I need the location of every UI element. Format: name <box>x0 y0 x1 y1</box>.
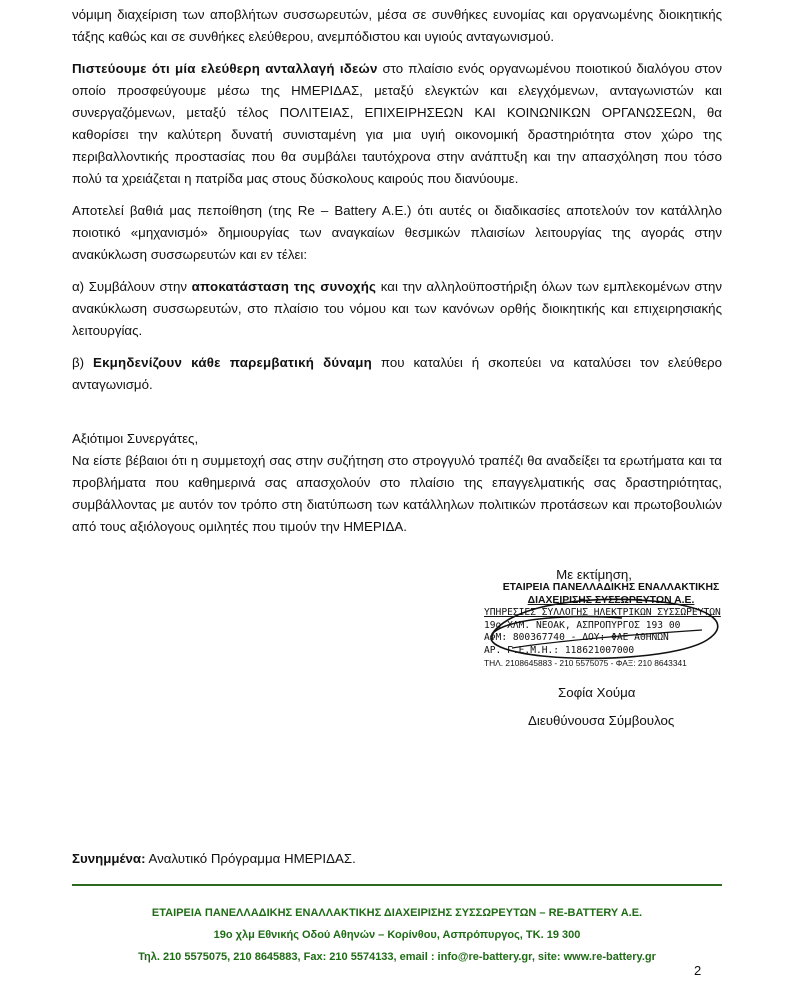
attachments-value: Αναλυτικό Πρόγραμμα ΗΜΕΡΙΔΑΣ. <box>145 851 356 866</box>
point-b-prefix: β) <box>72 355 93 370</box>
stamp-line-address: 19ο ΧΛΜ. ΝΕΟΑΚ, ΑΣΠΡΟΠΥΡΓΟΣ 193 00 <box>484 619 681 631</box>
paragraph-free-exchange <box>72 58 722 190</box>
stamp-line-services: ΥΠΗΡΕΣΙΕΣ ΣΥΛΛΟΓΗΣ ΗΛΕΚΤΡΙΚΩΝ ΣΥΣΣΩΡΕΥΤΩΝ <box>484 607 721 618</box>
paragraph-free-exchange-text: στο πλαίσιο ενός οργανωμένου ποιοτικού διαλόγου στον οποίο προσφεύγουμε μέσω της ΗΜΕΡΙΔΑΣ, μεταξύ ελεγκτών και ελεγχόμενων, ανταγωνιστών και συνεργαζόμενων, μεταξύ τέλος ΠΟΛΙΤΕΙΑΣ, ΕΠΙΧΕΙΡΗΣΕΩΝ ΚΑΙ ΚΟΙΝΩΝΙΚΩΝ ΟΡΓΑΝΩΣΕΩΝ, θα καθορίσει την καλύτερη δυνατή συνισταμένη για μια υγιή οικονομική δραστηριότητα στον χώρο της περιβαλλοντικής προστασίας που θα συμβάλει ταυτόχρονα στην ανάπτυξη και την απασχόληση που τόσο πολύ τα χρειάζεται η πατρίδα μας στους δύσκολους καιρούς που διανύουμε. <box>72 61 722 186</box>
footer-company: ΕΤΑΙΡΕΙΑ ΠΑΝΕΛΛΑΔΙΚΗΣ ΕΝΑΛΛΑΚΤΙΚΗΣ ΔΙΑΧΕΙΡΙΣΗΣ ΣΥΣΣΩΡΕΥΤΩΝ – RE-BATTERY A.E. <box>151 907 643 919</box>
emphasis-interventionist: Εκμηδενίζουν κάθε παρεμβατική δύναμη <box>93 355 372 370</box>
emphasis-free-exchange: Πιστεύουμε ότι μία ελεύθερη ανταλλαγή ιδεών <box>72 61 378 76</box>
footer-address: 19ο χλμ Εθνικής Οδού Αθηνών – Κορίνθου, Ασπρόπυργος, ΤΚ. 19 300 <box>213 929 581 941</box>
signatory-name: Σοφία Χούμα <box>558 685 636 700</box>
page-number: 2 <box>694 963 702 978</box>
stamp-line-phones: ΤΗΛ. 2108645883 - 210 5575075 - ΦΑΞ: 210 8643341 <box>484 658 687 668</box>
point-a-prefix: α) Συμβάλουν στην <box>72 279 192 294</box>
paragraph-participation: Να είστε βέβαιοι ότι η συμμετοχή σας στην συζήτηση στο στρογγυλό τραπέζι θα αναδείξει τα ερωτήματα και τα προβλήματα που καθημερινά σας απασχολούν στο πλαίσιο της επαγγελματικής σας δραστηριότητας, συμβάλλοντας με αυτόν τον τρόπο στη διατύπωση των κατάλληλων πολιτικών προτάσεων και πρωτοβουλιών από τους αξιόλογους ομιλητές που τιμούν την ΗΜΕΡΙΔΑ. <box>72 453 722 534</box>
attachments-line <box>72 848 356 870</box>
page-footer <box>72 902 722 968</box>
paragraph-intro: νόμιμη διαχείριση των αποβλήτων συσσωρευτών, μέσα σε συνθήκες ευνομίας και οργανωμένης διοικητικής τάξης καθώς και σε συνθήκες ελεύθερου, ανεμπόδιστου και υγιούς ανταγωνισμού. <box>72 7 722 44</box>
paragraph-point-b <box>72 352 722 396</box>
paragraph-conviction: Αποτελεί βαθιά μας πεποίθηση (της Re – Battery A.E.) ότι αυτές οι διαδικασίες αποτελούν τον κατάλληλο ποιοτικό «μηχανισμό» δημιουργίας των αναγκαίων θεσμικών πλαισίων λειτουργίας της αγοράς στην ανακύκλωση συσσωρευτών και εν τέλει: <box>72 203 722 262</box>
stamp-line-company: ΕΤΑΙΡΕΙΑ ΠΑΝΕΛΛΑΔΙΚΗΣ ΕΝΑΛΛΑΚΤΙΚΗΣ <box>502 582 720 593</box>
closing-block <box>72 564 722 728</box>
footer-divider <box>72 884 722 886</box>
stamp-line-gemi: ΑΡ. Γ.Ε.Μ.Η.: 118621007000 <box>484 644 635 656</box>
footer-contact: Τηλ. 210 5575075, 210 8645883, Fax: 210 5574133, email : info@re-battery.gr, site: www.re-battery.gr <box>138 951 656 963</box>
salutation: Αξιότιμοι Συνεργάτες, <box>72 431 199 446</box>
stamp-line-tax: ΑΦΜ: 800367740 - ΔΟΥ: ΦΑΕ ΑΘΗΝΩΝ <box>484 632 669 643</box>
regards-line: Με εκτίμηση, <box>556 567 632 582</box>
signatory-role: Διευθύνουσα Σύμβουλος <box>528 713 675 728</box>
paragraph-point-a <box>72 276 722 342</box>
letter-body <box>72 4 722 538</box>
point-a-text: και την αλληλοϋποστήριξη όλων των εμπλεκομένων στην ανακύκλωση συσσωρευτών, στο πλαίσιο του νόμου και των κανόνων ορθής διοικητικής και επιχειρησιακής λειτουργίας. <box>72 279 722 338</box>
point-b-text: που καταλύει ή σκοπεύει να καταλύσει τον ελεύθερο ανταγωνισμό. <box>72 355 722 392</box>
stamp-line-company-2: ΔΙΑΧΕΙΡΙΣΗΣ ΣΥΣΣΩΡΕΥΤΩΝ Α.Ε. <box>527 594 695 606</box>
emphasis-cohesion: αποκατάσταση της συνοχής <box>191 279 377 294</box>
company-stamp <box>484 582 738 680</box>
attachments-label: Συνημμένα: <box>72 851 146 866</box>
